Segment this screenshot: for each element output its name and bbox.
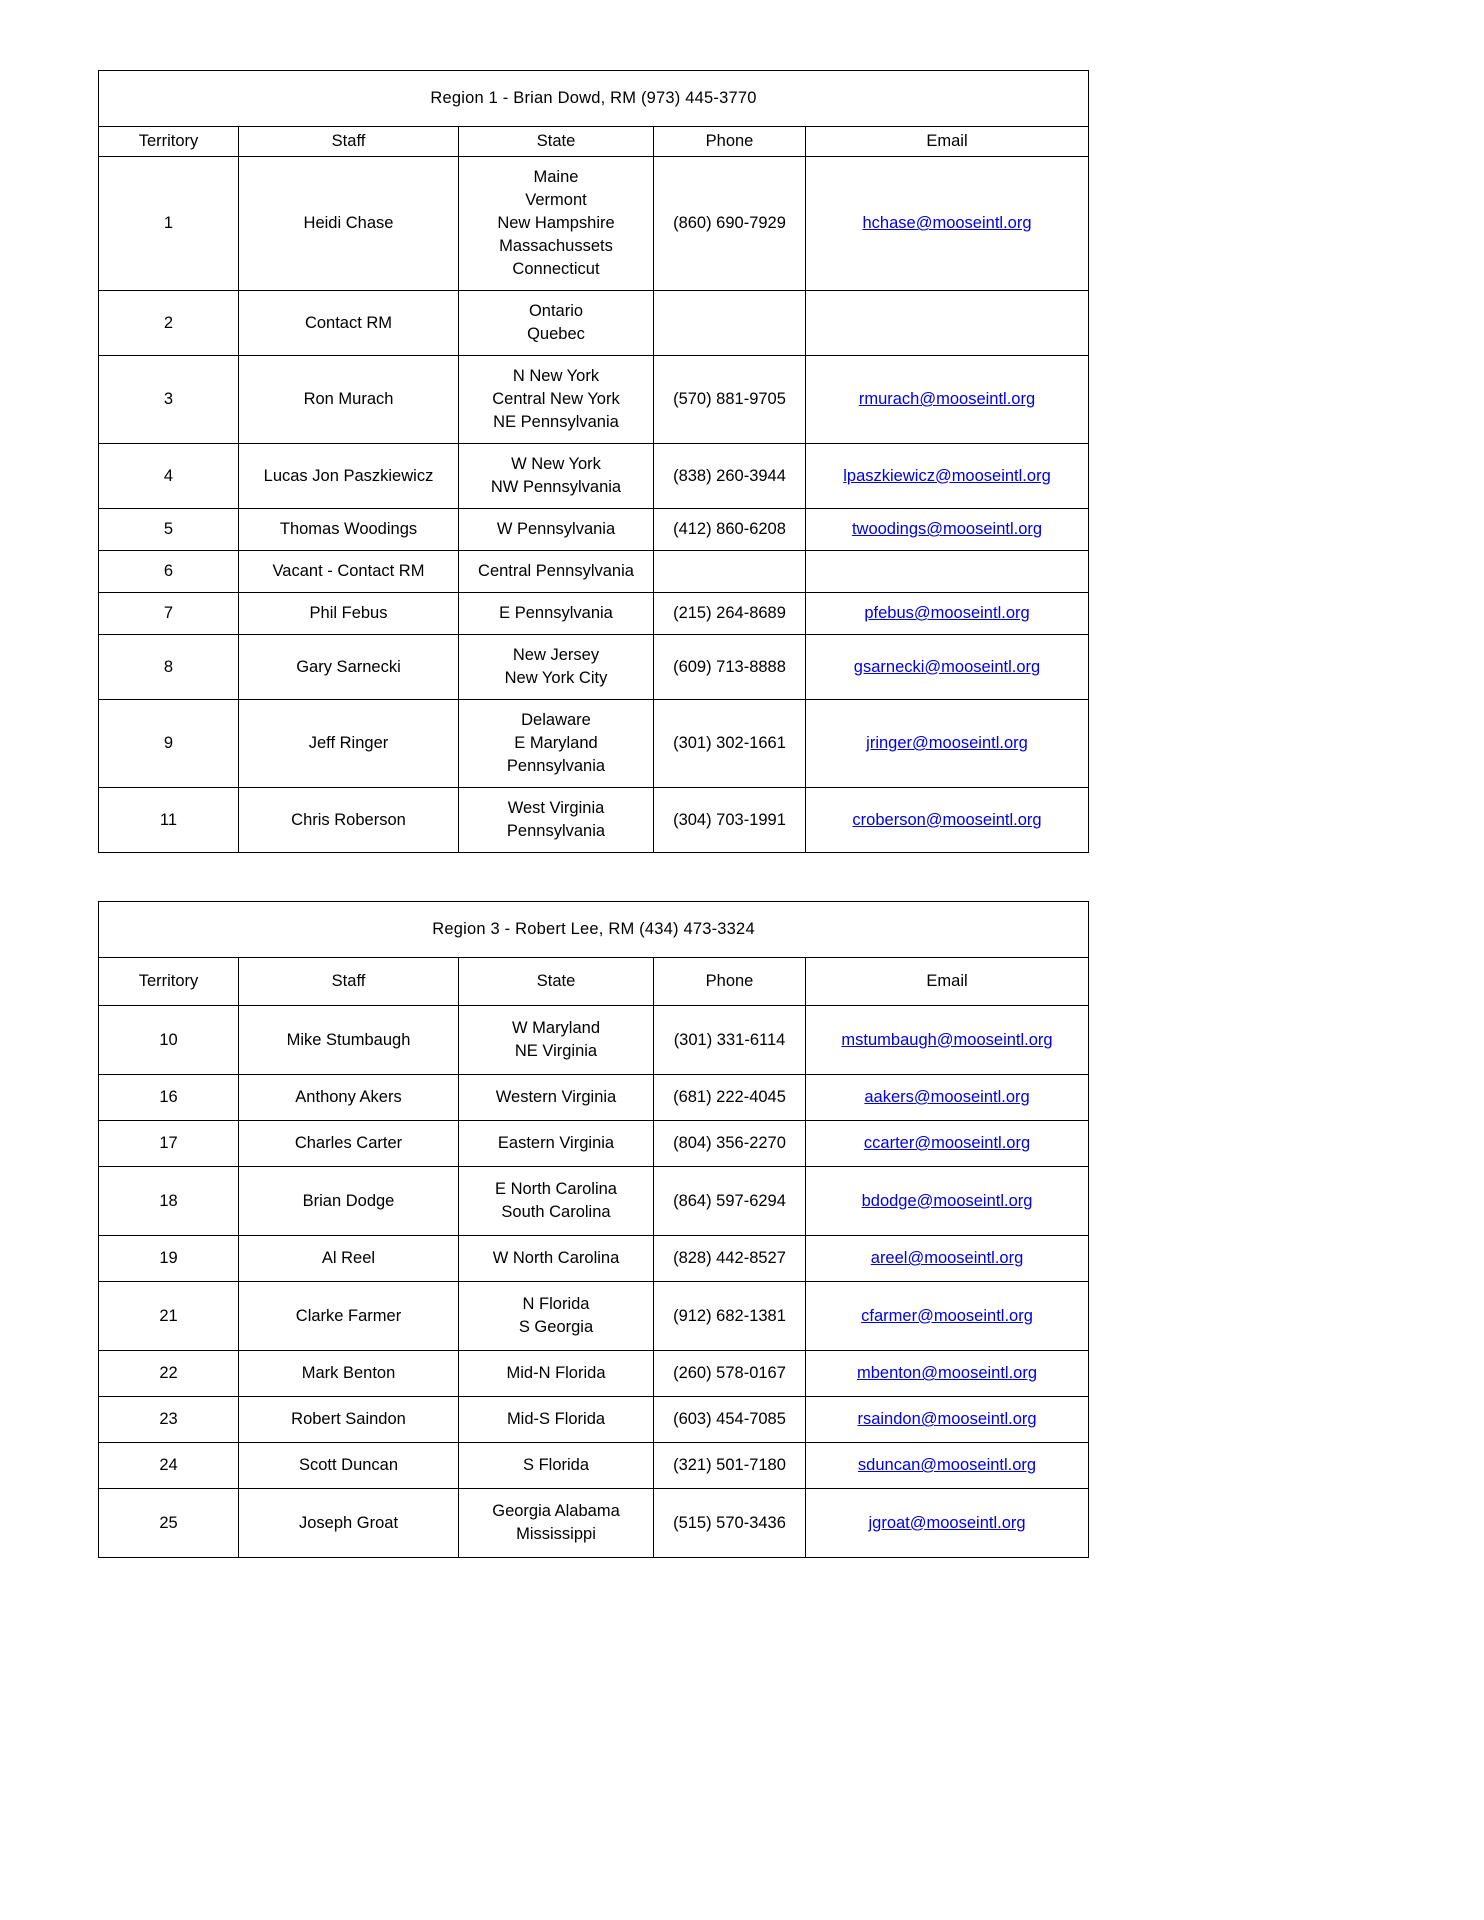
staff-cell: Clarke Farmer bbox=[239, 1282, 459, 1351]
table-row bbox=[99, 444, 1089, 509]
state-cell: E Pennsylvania bbox=[459, 593, 654, 635]
table-row bbox=[99, 157, 1089, 291]
email-link[interactable]: mbenton@mooseintl.org bbox=[857, 1364, 1038, 1382]
email-cell bbox=[806, 1121, 1089, 1167]
region3-header-row bbox=[99, 958, 1089, 1006]
staff-cell: Charles Carter bbox=[239, 1121, 459, 1167]
region1-title-row bbox=[99, 71, 1089, 127]
region3-title-row bbox=[99, 902, 1089, 958]
staff-cell: Jeff Ringer bbox=[239, 700, 459, 788]
email-link[interactable]: rsaindon@mooseintl.org bbox=[857, 1410, 1037, 1428]
staff-cell: Gary Sarnecki bbox=[239, 635, 459, 700]
region1-table-body bbox=[99, 157, 1089, 853]
email-link[interactable]: croberson@mooseintl.org bbox=[852, 810, 1042, 829]
column-header-email: Email bbox=[806, 958, 1089, 1006]
email-cell bbox=[806, 444, 1089, 509]
state-cell: N Florida S Georgia bbox=[459, 1282, 654, 1351]
state-cell: W Maryland NE Virginia bbox=[459, 1006, 654, 1075]
region3-table-body bbox=[99, 1006, 1089, 1558]
phone-cell: (304) 703-1991 bbox=[654, 788, 806, 853]
email-link[interactable]: mstumbaugh@mooseintl.org bbox=[841, 1030, 1053, 1049]
staff-cell: Scott Duncan bbox=[239, 1443, 459, 1489]
table-row bbox=[99, 1075, 1089, 1121]
state-cell: Western Virginia bbox=[459, 1075, 654, 1121]
column-header-state: State bbox=[459, 127, 654, 157]
column-header-phone: Phone bbox=[654, 958, 806, 1006]
territory-cell: 16 bbox=[99, 1075, 239, 1121]
email-cell bbox=[806, 1167, 1089, 1236]
staff-cell: Anthony Akers bbox=[239, 1075, 459, 1121]
email-link[interactable]: ccarter@mooseintl.org bbox=[863, 1134, 1031, 1152]
territory-cell: 9 bbox=[99, 700, 239, 788]
state-cell: W North Carolina bbox=[459, 1236, 654, 1282]
email-link[interactable]: sduncan@mooseintl.org bbox=[857, 1456, 1037, 1474]
column-header-staff: Staff bbox=[239, 127, 459, 157]
email-cell bbox=[806, 551, 1089, 593]
territory-cell: 8 bbox=[99, 635, 239, 700]
staff-cell: Al Reel bbox=[239, 1236, 459, 1282]
phone-cell: (260) 578-0167 bbox=[654, 1351, 806, 1397]
state-cell: Central Pennsylvania bbox=[459, 551, 654, 593]
email-link[interactable]: lpaszkiewicz@mooseintl.org bbox=[843, 466, 1051, 485]
email-cell bbox=[806, 788, 1089, 853]
email-cell bbox=[806, 635, 1089, 700]
email-cell bbox=[806, 356, 1089, 444]
column-header-email: Email bbox=[806, 127, 1089, 157]
table-row bbox=[99, 788, 1089, 853]
state-cell: Maine Vermont New Hampshire Massachussets Connecticut bbox=[459, 157, 654, 291]
table-row bbox=[99, 700, 1089, 788]
table-row bbox=[99, 509, 1089, 551]
territory-cell: 19 bbox=[99, 1236, 239, 1282]
email-cell bbox=[806, 1075, 1089, 1121]
territory-cell: 22 bbox=[99, 1351, 239, 1397]
phone-cell: (301) 302-1661 bbox=[654, 700, 806, 788]
email-cell bbox=[806, 1489, 1089, 1558]
state-cell: West Virginia Pennsylvania bbox=[459, 788, 654, 853]
email-link[interactable]: jringer@mooseintl.org bbox=[866, 734, 1028, 752]
column-header-state: State bbox=[459, 958, 654, 1006]
phone-cell: (215) 264-8689 bbox=[654, 593, 806, 635]
email-cell bbox=[806, 700, 1089, 788]
state-cell: Eastern Virginia bbox=[459, 1121, 654, 1167]
column-header-territory: Territory bbox=[99, 127, 239, 157]
phone-cell: (603) 454-7085 bbox=[654, 1397, 806, 1443]
table-row bbox=[99, 1443, 1089, 1489]
staff-cell: Lucas Jon Paszkiewicz bbox=[239, 444, 459, 509]
email-link[interactable]: cfarmer@mooseintl.org bbox=[861, 1306, 1033, 1325]
staff-cell: Brian Dodge bbox=[239, 1167, 459, 1236]
territory-cell: 18 bbox=[99, 1167, 239, 1236]
territory-cell: 1 bbox=[99, 157, 239, 291]
territory-cell: 25 bbox=[99, 1489, 239, 1558]
phone-cell: (321) 501-7180 bbox=[654, 1443, 806, 1489]
phone-cell: (864) 597-6294 bbox=[654, 1167, 806, 1236]
state-cell: E North Carolina South Carolina bbox=[459, 1167, 654, 1236]
state-cell: N New York Central New York NE Pennsylvania bbox=[459, 356, 654, 444]
column-header-territory: Territory bbox=[99, 958, 239, 1006]
email-link[interactable]: hchase@mooseintl.org bbox=[862, 214, 1032, 232]
email-cell bbox=[806, 1006, 1089, 1075]
phone-cell: (609) 713-8888 bbox=[654, 635, 806, 700]
email-cell bbox=[806, 157, 1089, 291]
phone-cell: (838) 260-3944 bbox=[654, 444, 806, 509]
staff-cell: Phil Febus bbox=[239, 593, 459, 635]
phone-cell: (912) 682-1381 bbox=[654, 1282, 806, 1351]
table-row bbox=[99, 635, 1089, 700]
territory-cell: 21 bbox=[99, 1282, 239, 1351]
email-link[interactable]: pfebus@mooseintl.org bbox=[864, 604, 1030, 622]
email-link[interactable]: bdodge@mooseintl.org bbox=[861, 1191, 1033, 1210]
territory-cell: 11 bbox=[99, 788, 239, 853]
staff-cell: Mark Benton bbox=[239, 1351, 459, 1397]
state-cell: Delaware E Maryland Pennsylvania bbox=[459, 700, 654, 788]
territory-cell: 6 bbox=[99, 551, 239, 593]
table-row bbox=[99, 1236, 1089, 1282]
state-cell: S Florida bbox=[459, 1443, 654, 1489]
phone-cell: (412) 860-6208 bbox=[654, 509, 806, 551]
table-row bbox=[99, 1489, 1089, 1558]
table-row bbox=[99, 551, 1089, 593]
email-link[interactable]: rmurach@mooseintl.org bbox=[858, 390, 1036, 408]
staff-cell: Vacant - Contact RM bbox=[239, 551, 459, 593]
email-link[interactable]: jgroat@mooseintl.org bbox=[868, 1513, 1026, 1532]
email-link[interactable]: aakers@mooseintl.org bbox=[864, 1088, 1030, 1106]
phone-cell: (681) 222-4045 bbox=[654, 1075, 806, 1121]
email-cell bbox=[806, 1443, 1089, 1489]
email-link[interactable]: areel@mooseintl.org bbox=[870, 1249, 1024, 1267]
table-row bbox=[99, 1167, 1089, 1236]
phone-cell: (570) 881-9705 bbox=[654, 356, 806, 444]
territory-cell: 23 bbox=[99, 1397, 239, 1443]
table-row bbox=[99, 1282, 1089, 1351]
staff-cell: Mike Stumbaugh bbox=[239, 1006, 459, 1075]
state-cell: New Jersey New York City bbox=[459, 635, 654, 700]
territory-cell: 2 bbox=[99, 291, 239, 356]
phone-cell: (828) 442-8527 bbox=[654, 1236, 806, 1282]
staff-cell: Heidi Chase bbox=[239, 157, 459, 291]
staff-cell: Joseph Groat bbox=[239, 1489, 459, 1558]
table-row bbox=[99, 356, 1089, 444]
state-cell: Ontario Quebec bbox=[459, 291, 654, 356]
table-row bbox=[99, 1006, 1089, 1075]
staff-cell: Thomas Woodings bbox=[239, 509, 459, 551]
email-cell bbox=[806, 1282, 1089, 1351]
table-row bbox=[99, 1121, 1089, 1167]
table-row bbox=[99, 593, 1089, 635]
territory-cell: 3 bbox=[99, 356, 239, 444]
state-cell: W Pennsylvania bbox=[459, 509, 654, 551]
email-cell bbox=[806, 509, 1089, 551]
territory-cell: 24 bbox=[99, 1443, 239, 1489]
region3-table bbox=[98, 901, 1089, 1558]
state-cell: Georgia Alabama Mississippi bbox=[459, 1489, 654, 1558]
state-cell: Mid-N Florida bbox=[459, 1351, 654, 1397]
email-cell bbox=[806, 1236, 1089, 1282]
table-row bbox=[99, 1351, 1089, 1397]
phone-cell bbox=[654, 291, 806, 356]
email-cell bbox=[806, 291, 1089, 356]
territory-cell: 7 bbox=[99, 593, 239, 635]
region3-title: Region 3 - Robert Lee, RM (434) 473-3324 bbox=[99, 902, 1089, 958]
email-cell bbox=[806, 1351, 1089, 1397]
territory-cell: 17 bbox=[99, 1121, 239, 1167]
region1-header-row bbox=[99, 127, 1089, 157]
staff-cell: Contact RM bbox=[239, 291, 459, 356]
column-header-phone: Phone bbox=[654, 127, 806, 157]
table-row bbox=[99, 291, 1089, 356]
region1-title: Region 1 - Brian Dowd, RM (973) 445-3770 bbox=[99, 71, 1089, 127]
territory-cell: 5 bbox=[99, 509, 239, 551]
staff-cell: Ron Murach bbox=[239, 356, 459, 444]
phone-cell bbox=[654, 551, 806, 593]
staff-cell: Chris Roberson bbox=[239, 788, 459, 853]
staff-cell: Robert Saindon bbox=[239, 1397, 459, 1443]
email-link[interactable]: twoodings@mooseintl.org bbox=[851, 520, 1043, 538]
email-link[interactable]: gsarnecki@mooseintl.org bbox=[853, 657, 1041, 676]
phone-cell: (515) 570-3436 bbox=[654, 1489, 806, 1558]
email-cell bbox=[806, 593, 1089, 635]
territory-cell: 10 bbox=[99, 1006, 239, 1075]
territory-cell: 4 bbox=[99, 444, 239, 509]
phone-cell: (804) 356-2270 bbox=[654, 1121, 806, 1167]
phone-cell: (301) 331-6114 bbox=[654, 1006, 806, 1075]
table-row bbox=[99, 1397, 1089, 1443]
column-header-staff: Staff bbox=[239, 958, 459, 1006]
region1-table bbox=[98, 70, 1089, 853]
phone-cell: (860) 690-7929 bbox=[654, 157, 806, 291]
state-cell: W New York NW Pennsylvania bbox=[459, 444, 654, 509]
state-cell: Mid-S Florida bbox=[459, 1397, 654, 1443]
email-cell bbox=[806, 1397, 1089, 1443]
